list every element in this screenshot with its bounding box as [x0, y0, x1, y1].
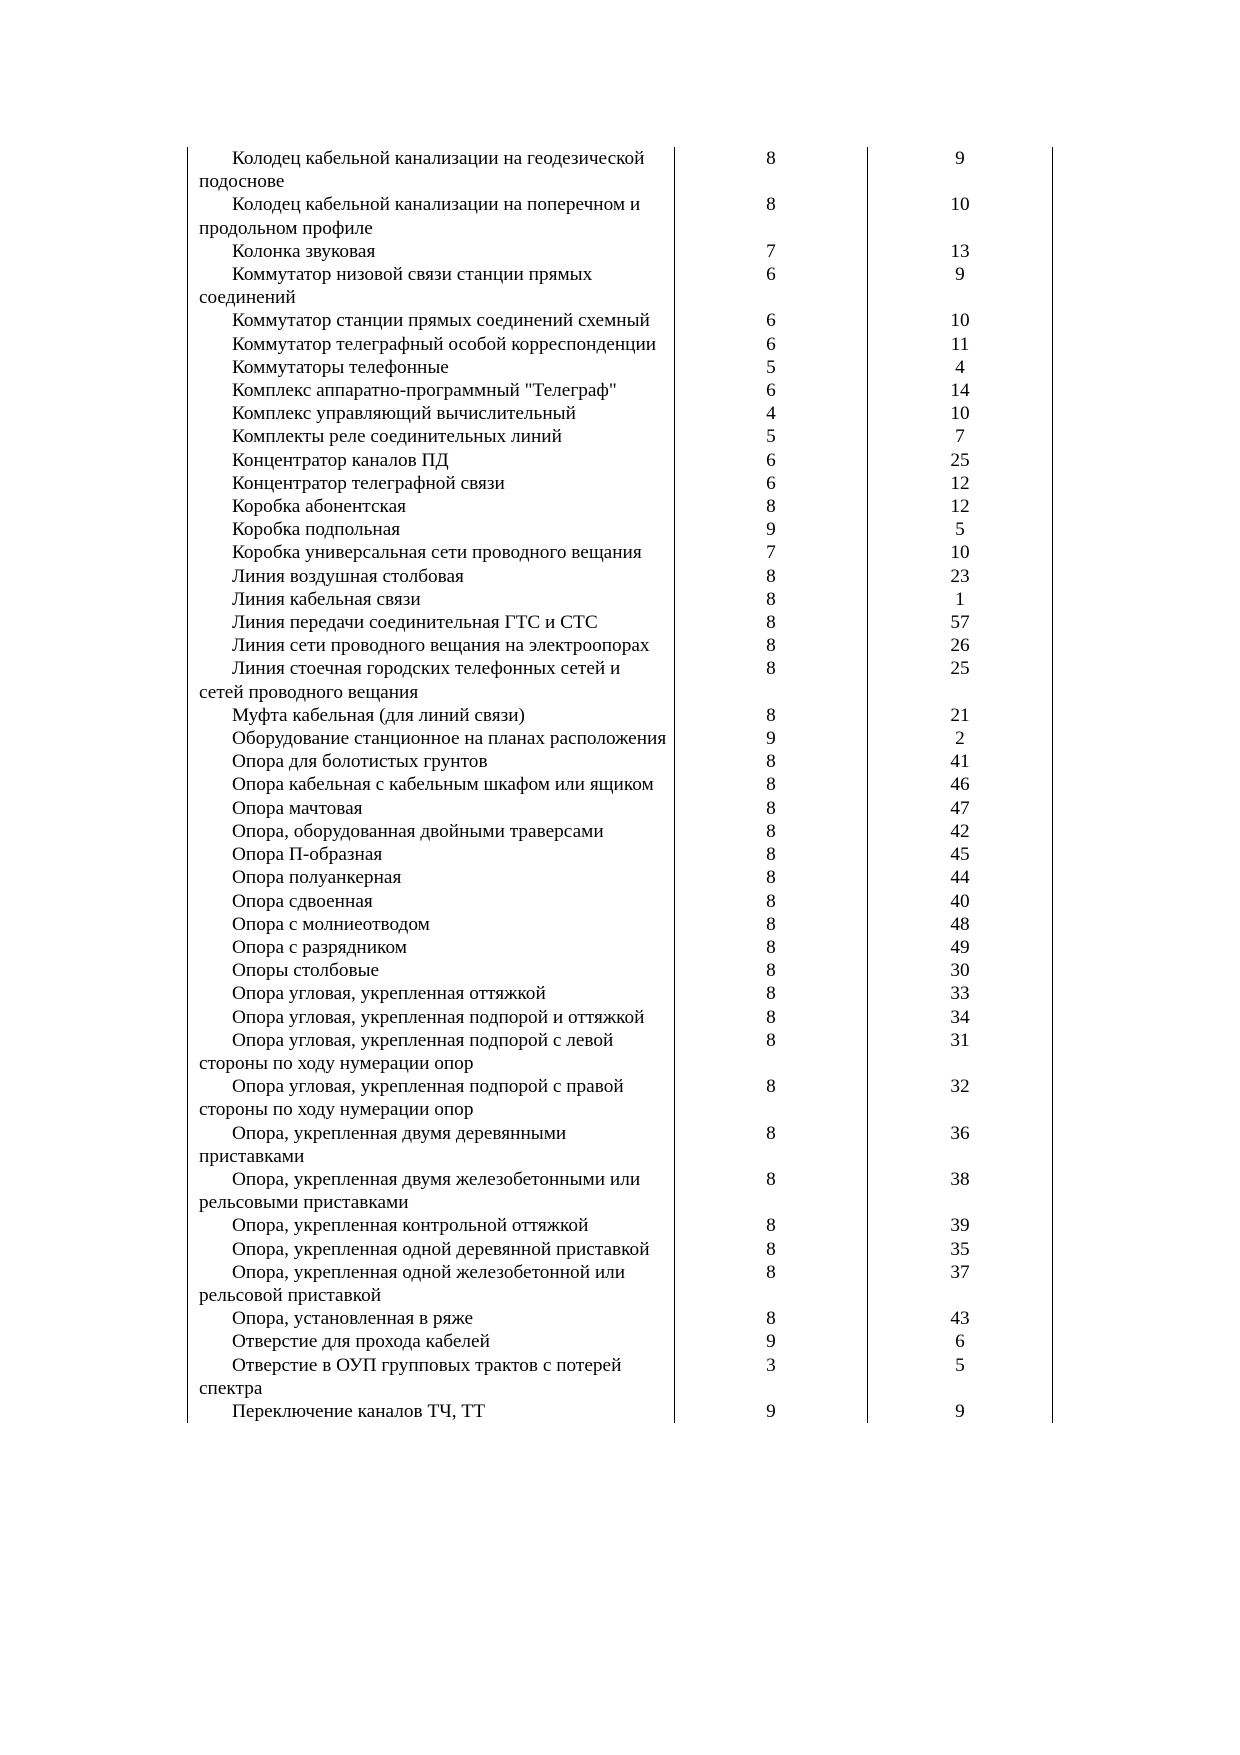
- table-row: [188, 472, 1053, 495]
- table-row: [188, 333, 1053, 356]
- row-item-number: 13: [868, 240, 1053, 263]
- row-sheet-number: 8: [675, 866, 868, 889]
- table-row: [188, 1238, 1053, 1261]
- table-row: [188, 866, 1053, 889]
- row-name: Опора П-образная: [188, 843, 675, 866]
- row-item-number: 31: [868, 1029, 1053, 1075]
- row-item-number: 39: [868, 1214, 1053, 1237]
- row-name: Опора угловая, укрепленная подпорой и оттяжкой: [188, 1006, 675, 1029]
- row-sheet-number: 9: [675, 727, 868, 750]
- row-name: Линия стоечная городских телефонных сетей и сетей проводного вещания: [188, 657, 675, 703]
- row-item-number: 10: [868, 541, 1053, 564]
- table-row: [188, 309, 1053, 332]
- table-row: [188, 773, 1053, 796]
- row-item-number: 34: [868, 1006, 1053, 1029]
- row-name: Опоры столбовые: [188, 959, 675, 982]
- table-row: [188, 634, 1053, 657]
- table-row: [188, 797, 1053, 820]
- row-name: Отверстие для прохода кабелей: [188, 1330, 675, 1353]
- row-name: Колодец кабельной канализации на геодезической подоснове: [188, 147, 675, 193]
- table-row: [188, 1330, 1053, 1353]
- row-sheet-number: 8: [675, 750, 868, 773]
- row-name: Опора, укрепленная двумя железобетонными или рельсовыми приставками: [188, 1168, 675, 1214]
- table-row: [188, 1354, 1053, 1400]
- row-name: Отверстие в ОУП групповых трактов с потерей спектра: [188, 1354, 675, 1400]
- row-sheet-number: 4: [675, 402, 868, 425]
- row-name: Коробка подпольная: [188, 518, 675, 541]
- table-row: [188, 240, 1053, 263]
- row-name: Опора с молниеотводом: [188, 913, 675, 936]
- table-row: [188, 1029, 1053, 1075]
- table-row: [188, 611, 1053, 634]
- row-item-number: 9: [868, 1400, 1053, 1423]
- row-item-number: 35: [868, 1238, 1053, 1261]
- row-sheet-number: 8: [675, 657, 868, 703]
- row-item-number: 23: [868, 565, 1053, 588]
- row-name: Комплекты реле соединительных линий: [188, 425, 675, 448]
- table-row: [188, 379, 1053, 402]
- row-sheet-number: 6: [675, 263, 868, 309]
- row-item-number: 33: [868, 982, 1053, 1005]
- row-name: Опора, укрепленная контрольной оттяжкой: [188, 1214, 675, 1237]
- table-row: [188, 1214, 1053, 1237]
- row-sheet-number: 7: [675, 240, 868, 263]
- table-row: [188, 982, 1053, 1005]
- row-sheet-number: 8: [675, 495, 868, 518]
- row-item-number: 43: [868, 1307, 1053, 1330]
- row-name: Опора с разрядником: [188, 936, 675, 959]
- row-name: Коммутаторы телефонные: [188, 356, 675, 379]
- row-sheet-number: 8: [675, 1261, 868, 1307]
- row-name: Опора, укрепленная одной деревянной приставкой: [188, 1238, 675, 1261]
- row-sheet-number: 8: [675, 1122, 868, 1168]
- table-row: [188, 588, 1053, 611]
- row-sheet-number: 3: [675, 1354, 868, 1400]
- row-item-number: 41: [868, 750, 1053, 773]
- row-item-number: 14: [868, 379, 1053, 402]
- row-item-number: 57: [868, 611, 1053, 634]
- table-row: [188, 541, 1053, 564]
- table-row: [188, 1168, 1053, 1214]
- row-name: Комплекс управляющий вычислительный: [188, 402, 675, 425]
- row-name: Коробка универсальная сети проводного вещания: [188, 541, 675, 564]
- row-name: Опора, укрепленная одной железобетонной или рельсовой приставкой: [188, 1261, 675, 1307]
- table-row: [188, 704, 1053, 727]
- row-sheet-number: 8: [675, 634, 868, 657]
- row-name: Опора полуанкерная: [188, 866, 675, 889]
- row-name: Опора, установленная в ряже: [188, 1307, 675, 1330]
- row-name: Опора для болотистых грунтов: [188, 750, 675, 773]
- row-item-number: 38: [868, 1168, 1053, 1214]
- row-name: Опора, оборудованная двойными траверсами: [188, 820, 675, 843]
- row-name: Коммутатор низовой связи станции прямых соединений: [188, 263, 675, 309]
- row-item-number: 12: [868, 495, 1053, 518]
- row-sheet-number: 6: [675, 449, 868, 472]
- table-row: [188, 1006, 1053, 1029]
- row-item-number: 7: [868, 425, 1053, 448]
- row-sheet-number: 8: [675, 588, 868, 611]
- table-body: [188, 147, 1053, 1423]
- row-sheet-number: 8: [675, 1307, 868, 1330]
- table-row: [188, 727, 1053, 750]
- row-item-number: 25: [868, 449, 1053, 472]
- row-sheet-number: 8: [675, 1006, 868, 1029]
- table-row: [188, 425, 1053, 448]
- row-sheet-number: 8: [675, 147, 868, 193]
- row-sheet-number: 6: [675, 379, 868, 402]
- row-item-number: 10: [868, 402, 1053, 425]
- row-item-number: 32: [868, 1075, 1053, 1121]
- row-item-number: 12: [868, 472, 1053, 495]
- row-sheet-number: 8: [675, 820, 868, 843]
- table-row: [188, 1075, 1053, 1121]
- row-sheet-number: 8: [675, 959, 868, 982]
- row-item-number: 11: [868, 333, 1053, 356]
- row-sheet-number: 9: [675, 1400, 868, 1423]
- row-name: Концентратор телеграфной связи: [188, 472, 675, 495]
- row-name: Линия передачи соединительная ГТС и СТС: [188, 611, 675, 634]
- table-row: [188, 565, 1053, 588]
- row-item-number: 25: [868, 657, 1053, 703]
- row-item-number: 30: [868, 959, 1053, 982]
- row-item-number: 42: [868, 820, 1053, 843]
- row-sheet-number: 9: [675, 518, 868, 541]
- table-row: [188, 147, 1053, 193]
- row-name: Оборудование станционное на планах расположения: [188, 727, 675, 750]
- row-sheet-number: 8: [675, 193, 868, 239]
- index-table: [187, 147, 1053, 1423]
- row-name: Опора кабельная с кабельным шкафом или ящиком: [188, 773, 675, 796]
- row-item-number: 9: [868, 263, 1053, 309]
- row-item-number: 21: [868, 704, 1053, 727]
- row-name: Концентратор каналов ПД: [188, 449, 675, 472]
- row-item-number: 10: [868, 193, 1053, 239]
- table-row: [188, 402, 1053, 425]
- row-name: Колодец кабельной канализации на поперечном и продольном профиле: [188, 193, 675, 239]
- row-item-number: 47: [868, 797, 1053, 820]
- table-row: [188, 1307, 1053, 1330]
- row-name: Опора сдвоенная: [188, 890, 675, 913]
- row-sheet-number: 8: [675, 1238, 868, 1261]
- table-row: [188, 820, 1053, 843]
- row-item-number: 5: [868, 518, 1053, 541]
- table-row: [188, 843, 1053, 866]
- row-name: Линия кабельная связи: [188, 588, 675, 611]
- row-item-number: 44: [868, 866, 1053, 889]
- row-item-number: 9: [868, 147, 1053, 193]
- row-item-number: 2: [868, 727, 1053, 750]
- row-item-number: 40: [868, 890, 1053, 913]
- row-name: Коммутатор станции прямых соединений схемный: [188, 309, 675, 332]
- row-name: Комплекс аппаратно-программный "Телеграф": [188, 379, 675, 402]
- row-sheet-number: 8: [675, 982, 868, 1005]
- row-sheet-number: 8: [675, 913, 868, 936]
- row-item-number: 6: [868, 1330, 1053, 1353]
- table-row: [188, 657, 1053, 703]
- row-item-number: 1: [868, 588, 1053, 611]
- row-name: Коробка абонентская: [188, 495, 675, 518]
- table-row: [188, 193, 1053, 239]
- row-name: Опора мачтовая: [188, 797, 675, 820]
- table-row: [188, 495, 1053, 518]
- row-name: Муфта кабельная (для линий связи): [188, 704, 675, 727]
- row-item-number: 45: [868, 843, 1053, 866]
- row-item-number: 46: [868, 773, 1053, 796]
- row-sheet-number: 6: [675, 333, 868, 356]
- row-sheet-number: 8: [675, 611, 868, 634]
- row-sheet-number: 8: [675, 890, 868, 913]
- table-row: [188, 913, 1053, 936]
- row-sheet-number: 5: [675, 356, 868, 379]
- row-sheet-number: 8: [675, 704, 868, 727]
- table-row: [188, 750, 1053, 773]
- row-name: Линия сети проводного вещания на электроопорах: [188, 634, 675, 657]
- table-row: [188, 1400, 1053, 1423]
- row-item-number: 36: [868, 1122, 1053, 1168]
- row-item-number: 4: [868, 356, 1053, 379]
- row-sheet-number: 8: [675, 797, 868, 820]
- row-sheet-number: 7: [675, 541, 868, 564]
- table-row: [188, 356, 1053, 379]
- row-sheet-number: 8: [675, 936, 868, 959]
- table-row: [188, 518, 1053, 541]
- row-name: Переключение каналов ТЧ, ТТ: [188, 1400, 675, 1423]
- row-sheet-number: 8: [675, 565, 868, 588]
- row-sheet-number: 8: [675, 773, 868, 796]
- row-item-number: 5: [868, 1354, 1053, 1400]
- table-row: [188, 263, 1053, 309]
- row-sheet-number: 5: [675, 425, 868, 448]
- table-row: [188, 449, 1053, 472]
- row-sheet-number: 8: [675, 843, 868, 866]
- row-sheet-number: 6: [675, 472, 868, 495]
- row-sheet-number: 8: [675, 1075, 868, 1121]
- row-name: Линия воздушная столбовая: [188, 565, 675, 588]
- row-sheet-number: 6: [675, 309, 868, 332]
- row-sheet-number: 8: [675, 1168, 868, 1214]
- table-row: [188, 1122, 1053, 1168]
- row-sheet-number: 8: [675, 1214, 868, 1237]
- row-name: Опора, укрепленная двумя деревянными приставками: [188, 1122, 675, 1168]
- row-item-number: 48: [868, 913, 1053, 936]
- row-sheet-number: 9: [675, 1330, 868, 1353]
- table-row: [188, 936, 1053, 959]
- row-name: Опора угловая, укрепленная подпорой с правой стороны по ходу нумерации опор: [188, 1075, 675, 1121]
- row-item-number: 37: [868, 1261, 1053, 1307]
- table-row: [188, 890, 1053, 913]
- row-sheet-number: 8: [675, 1029, 868, 1075]
- table-row: [188, 959, 1053, 982]
- row-name: Коммутатор телеграфный особой корреспонденции: [188, 333, 675, 356]
- row-name: Опора угловая, укрепленная оттяжкой: [188, 982, 675, 1005]
- row-item-number: 49: [868, 936, 1053, 959]
- row-name: Опора угловая, укрепленная подпорой с левой стороны по ходу нумерации опор: [188, 1029, 675, 1075]
- row-item-number: 10: [868, 309, 1053, 332]
- row-item-number: 26: [868, 634, 1053, 657]
- row-name: Колонка звуковая: [188, 240, 675, 263]
- table-row: [188, 1261, 1053, 1307]
